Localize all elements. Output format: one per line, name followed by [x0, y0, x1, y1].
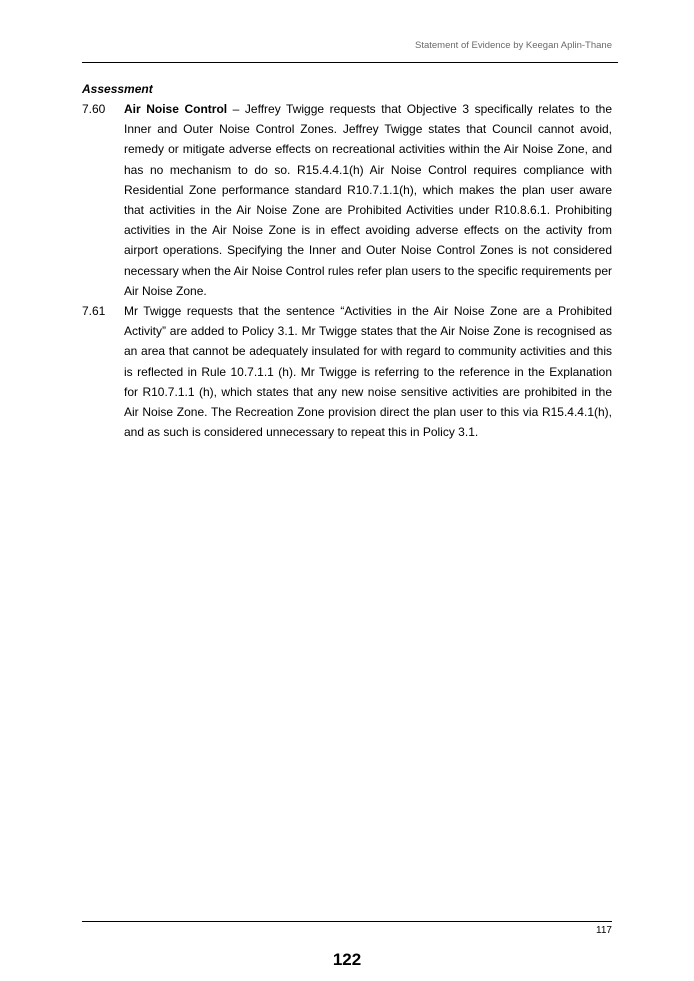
paragraph-number: 7.61 — [82, 304, 106, 318]
paragraph-text: – Jeffrey Twigge requests that Objective 3 specifically relates to the Inner and Outer Noise Control Zones. Jeffrey Twigge states that Council cannot avoid, remedy or mitigate adverse effects on recreational activities within the Air Noise Zone, and has no mechanism to do so. R15.4.4.1(h) Air Noise Control requires compliance with Residential Zone performance standard R10.7.1.1(h), which makes the plan user aware that activities in the Air Noise Zone are Prohibited Activities under R10.8.6.1. Prohibiting activities in the Air Noise Zone is in effect avoiding adverse effects on the activity from airport operations. Specifying the Inner and Outer Noise Control Zones is not considered necessary when the Air Noise Control rules refer plan users to the specific requirements per Air Noise Zone. — [124, 102, 612, 298]
paragraph-body — [124, 301, 612, 442]
footer-page-number: 117 — [596, 925, 612, 936]
paragraph-7-60 — [82, 99, 612, 301]
paragraph-lead: Air Noise Control — [124, 102, 228, 116]
document-page-number: 122 — [332, 950, 362, 969]
paragraph-7-61 — [82, 301, 612, 442]
paragraph-text: Mr Twigge requests that the sentence “Activities in the Air Noise Zone are a Prohibited Activity” are added to Policy 3.1. Mr Twigge states that the Air Noise Zone is recognised as an area that cannot be adequately insulated for with regard to community activities and this is reflected in Rule 10.7.1.1 (h). Mr Twigge is referring to the reference in the Explanation for R10.7.1.1 (h), which states that any new noise sensitive activities are prohibited in the Air Noise Zone. The Recreation Zone provision direct the plan user to this via R15.4.4.1(h), and as such is considered unnecessary to repeat this in Policy 3.1. — [124, 304, 612, 440]
section-heading: Assessment — [82, 82, 153, 96]
paragraph-number: 7.60 — [82, 102, 106, 116]
header-title: Statement of Evidence by Keegan Aplin-Thane — [415, 40, 612, 51]
header-divider — [82, 62, 618, 63]
paragraph-body — [124, 99, 612, 301]
footer-divider — [82, 921, 612, 922]
